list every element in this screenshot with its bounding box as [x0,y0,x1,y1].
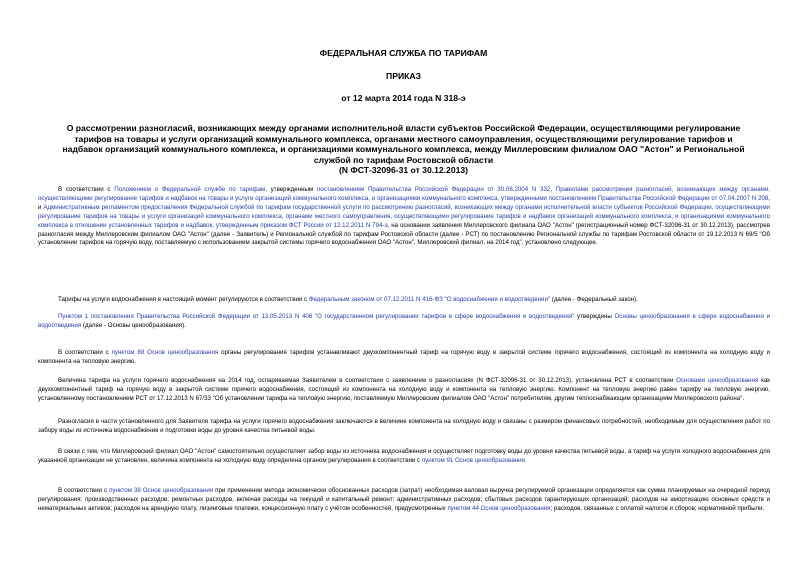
document-link[interactable]: пунктом 91 Основ ценообразования [421,456,525,464]
paragraph-text: В соответствии с [58,186,115,193]
paragraph-text: Величина тарифа на услуги горячего водоснабжения на 2014 год, оспариваемая Заявителем в соответствии с заявлением о разногласиях (N ФСТ-32096-31 от 30.12.2013), установлена РСТ в соответствии [58,377,677,384]
document-link[interactable]: Основы ценообразования в сфере водоснабжения и водоотведения [38,313,771,329]
paragraph-text: , [550,186,556,193]
document-title-ref: (N ФСТ-32096-31 от 30.12.2013) [338,165,469,176]
document-link[interactable]: Административным регламентом предоставления Федеральной службой по тарифам государственной услуги по рассмотрению разногласий, возникающих между органами исполнительной власти субъектов Российской Федерации, осуществляющими регулирование тарифов на товары и услуги организаций коммунального комплекса, органами местного самоуправления, осуществляющими регулирование тарифов и надбавок организаций коммунального комплекса, и организациями коммунального комплекса в отношении установленных тарифов и надбавок, утвержденным приказом ФСТ России от 12.12.2011 N 794-э [38,203,770,229]
document-link[interactable]: Правилами рассмотрения разногласий, возникающих между органами, осуществляющими регулирование тарифов и надбавок на товары и услуги организаций коммунального комплекса, и организациями коммунального комплекса, утвержденными постановлением Правительства Российской Федерации от 07.04.2007 N 208 [38,186,770,202]
document-link[interactable]: пунктом 44 Основ ценообразования [447,504,551,512]
paragraph-3 [38,313,770,331]
document-type: ПРИКАЗ [386,71,421,81]
document-title-text: О рассмотрении разногласий, возникающих между органами исполнительной власти субъектов Российской Федерации, осуществляющими регулирование тарифов на товары и услуги организаций коммунального комплекса, органами местного самоуправления, осуществляющими регулирование тарифов и надбавок организаций коммунального комплекса, и организациями коммунального комплекса, между Миллеровским филиалом ОАО "Астон" и Региональной службой по тарифам Ростовской области [62,123,745,165]
paragraph-7 [38,448,770,466]
document-link[interactable]: Положением о Федеральной службе по тарифам [114,186,266,193]
document-link[interactable]: Основами ценообразования [676,377,759,384]
paragraph-text: Разногласия в части установленного для Заявителя тарифа на услуги горячего водоснабжения заключаются в величине компонента на холодную воду и связаны с размером финансовых потребностей, необходимым для осуществления работ по забору воды из источника водоснабжения и подготовки воды до уровня качества питьевой воды. [38,418,770,434]
document-link[interactable]: постановлением Правительства Российской Федерации от 30.06.2004 N 332 [316,186,551,193]
paragraph-5 [38,377,770,404]
paragraph-text: (далее - Основы ценообразования). [81,321,186,329]
document-link[interactable]: Федеральным законом от 07.12.2011 N 416-ФЗ "О водоснабжении и водоотведении" [308,296,551,303]
paragraph-text: , утвержденным [265,186,317,193]
agency-name: ФЕДЕРАЛЬНАЯ СЛУЖБА ПО ТАРИФАМ [319,48,488,58]
paragraph-2 [38,296,770,305]
paragraph-text: . [524,456,527,464]
paragraph-text: как двухкомпонентный тариф на горячую воду в закрытой системе горячего водоснабжения, состоящий из компонента на холодную воду и компонента на тепловую энергию. Компонент на тепловую энергию равен тарифу на тепловую энергию, установленному постановлением РСТ от 17.12.2013 N 67/33 "Об установлении тарифа на тепловую энергию, поставляемую Миллеровским филиалом ОАО "Астон" потребителям, другим теплоснабжающим организациям Миллеровского района". [38,377,770,402]
paragraph-text: органы регулирования тарифов устанавливают двухкомпонентный тариф на горячую воду в закрытой системе горячего водоснабжения, состоящий из компонента на холодную воду и компонента на тепловую энергию. [38,349,770,365]
paragraph-text: при применении метода экономически обоснованных расходов (затрат) необходимая валовая выручка регулируемой организации определяется как сумма планируемых на очередной период регулирования: производственных расходов; ремонтных расходов, включая расходы на текущий и капитальный ремонт; административных расходов; сбытовых расходов гарантирующих организаций; расходов на амортизацию основных средств и нематериальных активов; расходов на арендную плату, лизинговые платежи, концессионную плату с учётом особенностей, предусмотренных [38,487,770,512]
paragraph-4 [38,349,770,367]
document-link[interactable]: Пунктом 1 постановления Правительства Российской Федерации от 13.05.2013 N 406 "О государственном регулировании тарифов в сфере водоснабжения и водоотведения" [58,313,575,320]
paragraph-1 [38,186,770,248]
paragraph-text: В соответствии с [58,487,110,494]
paragraph-text: (далее - Федеральный закон). [550,296,638,303]
paragraph-text: В связи с тем, что Миллеровский филиал ОАО "Астон" самостоятельно осуществляет забор воды из источника водоснабжения и осуществляет подготовку воды до уровня качества питьевой воды, а тариф на услуги холодного водоснабжения для указанной организации не установлен, величина компонента на холодную воду определена органом регулирования в соответствии с [38,448,770,464]
paragraph-text: ; расходов, связанных с оплатой налогов и сборов; нормативной прибыли. [550,504,765,512]
document-link[interactable]: пунктом 38 Основ ценообразования [109,487,214,494]
paragraph-text: утверждены [574,313,615,320]
document-date-number: от 12 марта 2014 года N 318-э [341,93,466,103]
paragraph-6 [38,418,770,436]
paragraph-text: В соответствии с [58,349,112,356]
paragraph-text: Тарифы на услуги водоснабжения в настоящий момент регулируются в соответствии с [58,296,309,303]
document-link[interactable]: пунктом 88 Основ ценообразования [111,349,219,356]
paragraph-8 [38,487,770,514]
paragraph-text: , и [38,194,770,211]
paragraph-text: , на основании заявления Миллеровского филиала ОАО "Астон" (регистрационный номер ФСТ-32096-31 от 30.12.2013), рассмотрев разногласия между Миллеровским филиалом ОАО "Астон" (далее - Заявитель) и Региональной службой по тарифам Ростовской области (далее - РСТ) по постановлению Региональной службы по тарифам Ростовской области от 19.12.2013 N 69/5 "Об установлении тарифов на горячую воду, поставляемую с использованием закрытой системы горячего водоснабжения ОАО "Астон", Миллеровский филиал, на 2014 год", установлено следующее. [38,221,770,247]
document-title [0,123,807,176]
